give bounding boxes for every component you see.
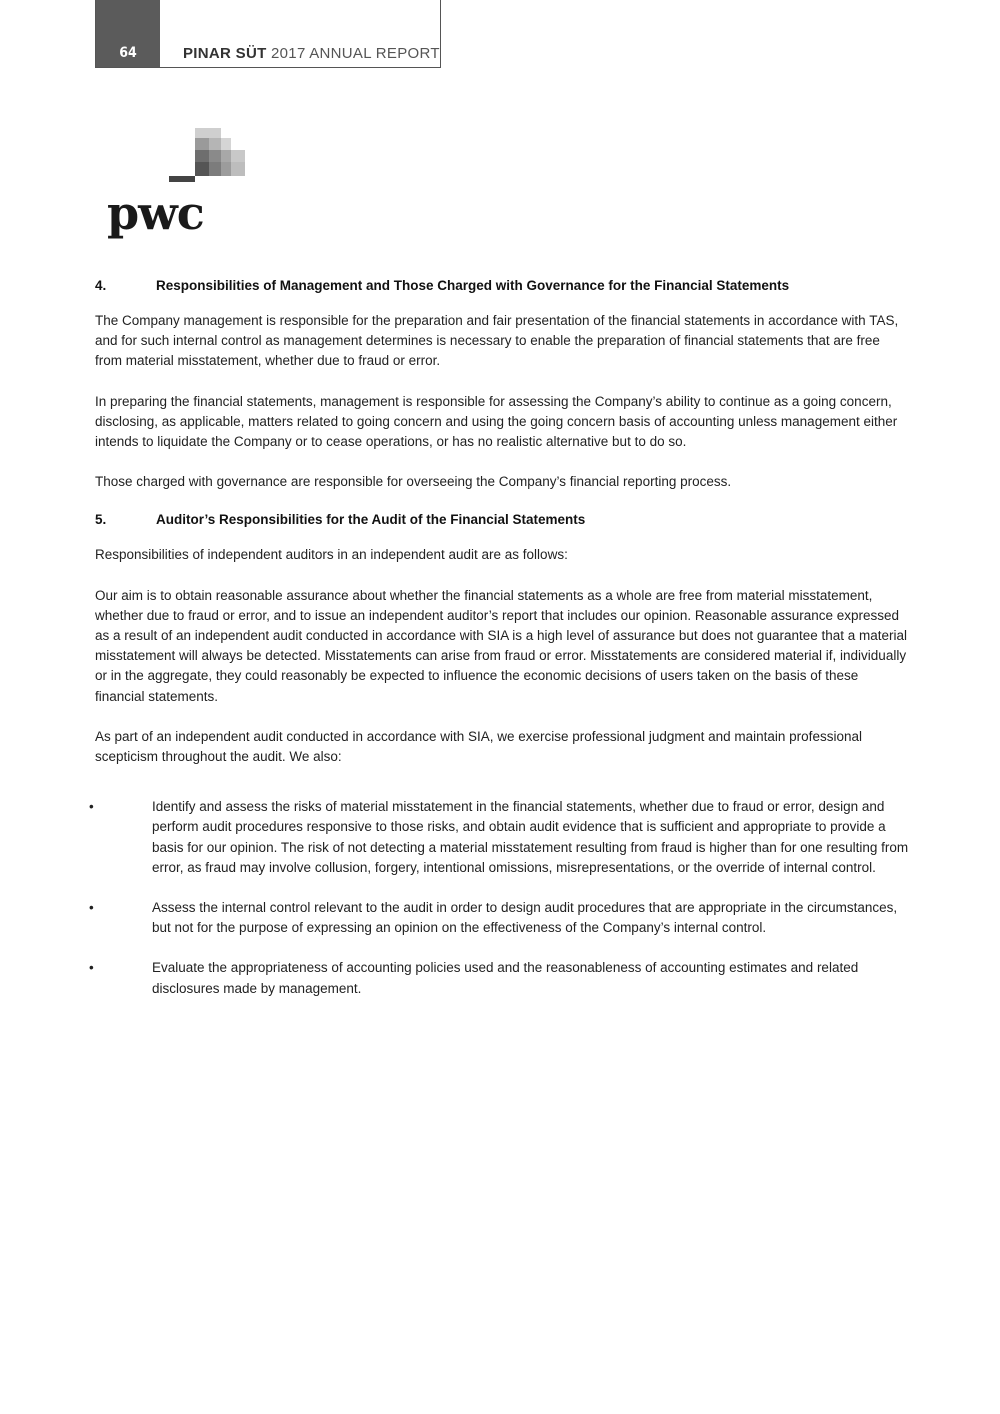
- pwc-logo: [105, 126, 250, 244]
- paragraph: Those charged with governance are responsible for overseeing the Company’s financial reporting process.: [95, 474, 732, 490]
- paragraph: The Company management is responsible for the preparation and fair presentation of the financial statements in accordance with TAS, and for such internal control as management determines is necessary to enable the preparation of financial statements that are free from material misstatement, whether due to fraud or error.: [95, 313, 899, 369]
- bullet-icon: •: [89, 960, 94, 976]
- section-title: Responsibilities of Management and Those Charged with Governance for the Financial Statements: [156, 278, 790, 293]
- report-title-rest: 2017 ANNUAL REPORT: [271, 45, 440, 62]
- page-header: [95, 0, 441, 68]
- bullet-icon: •: [89, 799, 94, 815]
- bullet-icon: •: [89, 900, 94, 916]
- section-title: Auditor’s Responsibilities for the Audit of the Financial Statements: [156, 512, 586, 528]
- bullet-list: [89, 797, 910, 999]
- section-number: 4.: [95, 278, 107, 293]
- section-number: 5.: [95, 512, 107, 528]
- paragraph: Our aim is to obtain reasonable assurance about whether the financial statements as a whole are free from material misstatement, whether due to fraud or error, and to issue an independent auditor’s report that includes our opinion. Reasonable assurance expressed as a result of an independent audit conducted in accordance with SIA is a high level of assurance but does not guarantee that a material misstatement will always be detected. Misstatements can arise from fraud or error. Misstatements are considered material if, individually or in the aggregate, they could reasonably be expected to influence the economic decisions of users taken on the basis of these financial statements.: [95, 587, 908, 704]
- list-item: [89, 898, 910, 938]
- list-item-text: Assess the internal control relevant to the audit in order to design audit procedures that are appropriate in the circumstances, but not for the purpose of expressing an opinion on the effectiveness of the Company’s internal control.: [152, 900, 898, 936]
- paragraph: Responsibilities of independent auditors in an independent audit are as follows:: [95, 547, 568, 563]
- report-brand: PINAR SÜT: [183, 45, 267, 62]
- list-item: [89, 958, 910, 998]
- list-item-text: Evaluate the appropriateness of accounting policies used and the reasonableness of accounting estimates and related disclosures made by management.: [152, 960, 859, 996]
- section-4-heading: [95, 278, 910, 293]
- list-item: [89, 797, 910, 878]
- section-5-heading: [95, 512, 910, 527]
- document-body: [89, 278, 910, 1019]
- report-title: [183, 45, 440, 62]
- page-number: 64: [96, 0, 160, 67]
- pwc-logo-wordmark: pwc: [107, 186, 204, 240]
- paragraph: In preparing the financial statements, management is responsible for assessing the Company’s ability to continue as a going concern, disclosing, as applicable, matters related to going concern and using the going concern basis of accounting unless management either intends to liquidate the Company or to cease operations, or has no realistic alternative but to do so.: [95, 393, 898, 450]
- paragraph: As part of an independent audit conducted in accordance with SIA, we exercise professional judgment and maintain professional scepticism throughout the audit. We also:: [95, 728, 862, 765]
- list-item-text: Identify and assess the risks of material misstatement in the financial statements, whether due to fraud or error, design and perform audit procedures responsive to those risks, and obtain audit evidence that is sufficient and appropriate to provide a basis for our opinion. The risk of not detecting a material misstatement resulting from fraud is higher than for one resulting from error, as fraud may involve collusion, forgery, intentional omissions, misrepresentations, or the override of internal control.: [152, 799, 909, 875]
